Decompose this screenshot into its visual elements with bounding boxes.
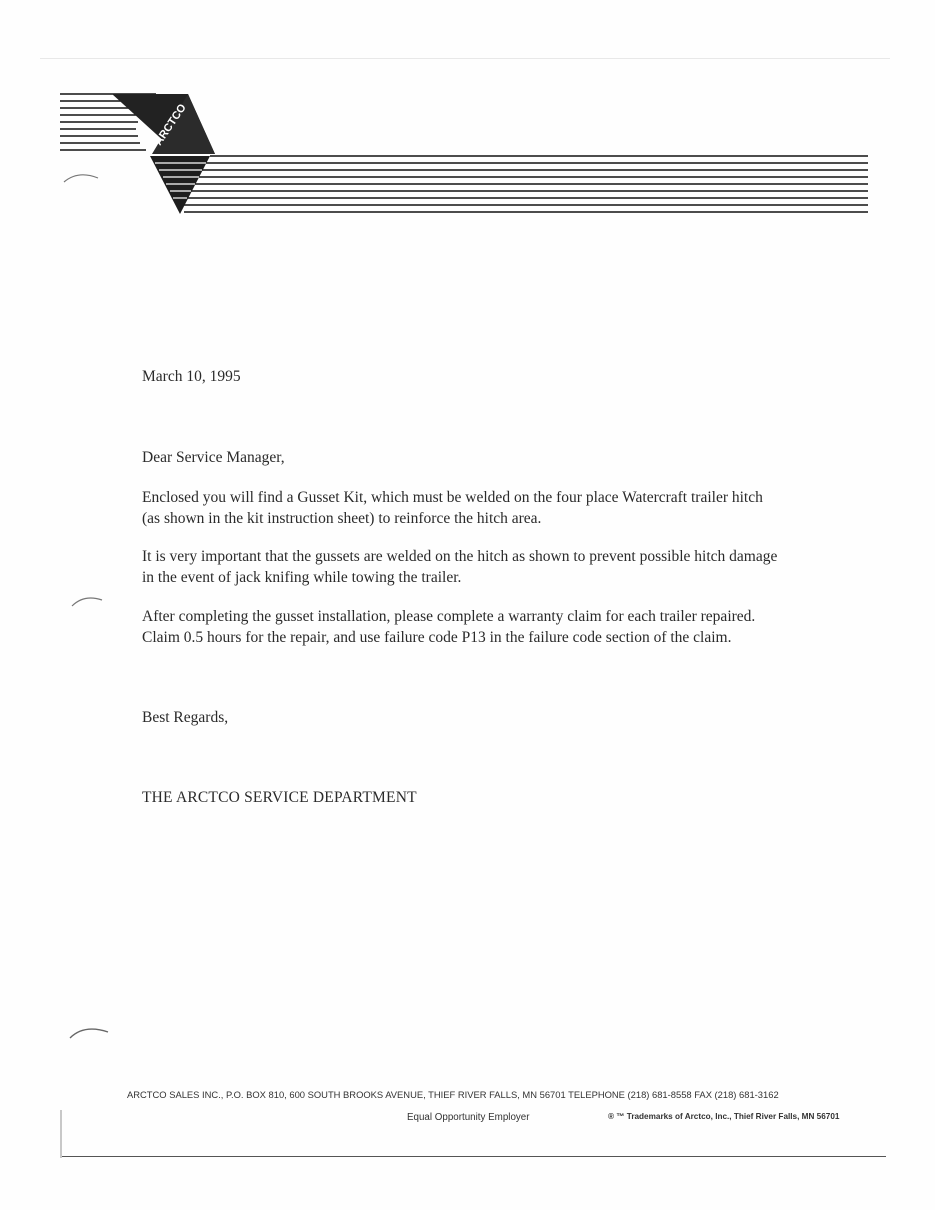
letter-paragraph: After completing the gusset installation, please complete a warranty claim for each trailer repaired. Claim 0.5 hours for the repair, and use failure code P13 in the failure code section of the claim. (142, 608, 756, 646)
footer-equal-opportunity: Equal Opportunity Employer (407, 1112, 530, 1123)
punch-hole-mark (62, 168, 102, 188)
letter-closing: Best Regards, (142, 709, 229, 726)
letter-signature: THE ARCTCO SERVICE DEPARTMENT (142, 789, 417, 806)
letterhead-logo (60, 88, 872, 220)
punch-hole-mark (68, 1022, 112, 1044)
logo-text: ARCTCO (152, 101, 189, 148)
bottom-rule (62, 1156, 886, 1157)
footer-trademark: ® ™ Trademarks of Arctco, Inc., Thief River Falls, MN 56701 (608, 1112, 840, 1121)
letter-paragraph: It is very important that the gussets are welded on the hitch as shown to prevent possible hitch damage in the event of jack knifing while towing the trailer. (142, 548, 778, 586)
page-edge (60, 1110, 62, 1158)
punch-hole-mark (70, 592, 110, 612)
scan-edge (40, 58, 890, 59)
letter-salutation: Dear Service Manager, (142, 449, 285, 466)
letter-date: March 10, 1995 (142, 368, 241, 385)
footer-address: ARCTCO SALES INC., P.O. BOX 810, 600 SOUTH BROOKS AVENUE, THIEF RIVER FALLS, MN 56701 TELEPHONE (218) 681-8558 FAX (218) 681-3162 (127, 1089, 779, 1100)
letter-paragraph: Enclosed you will find a Gusset Kit, which must be welded on the four place Watercraft trailer hitch (as shown in the kit instruction sheet) to reinforce the hitch area. (142, 489, 763, 527)
